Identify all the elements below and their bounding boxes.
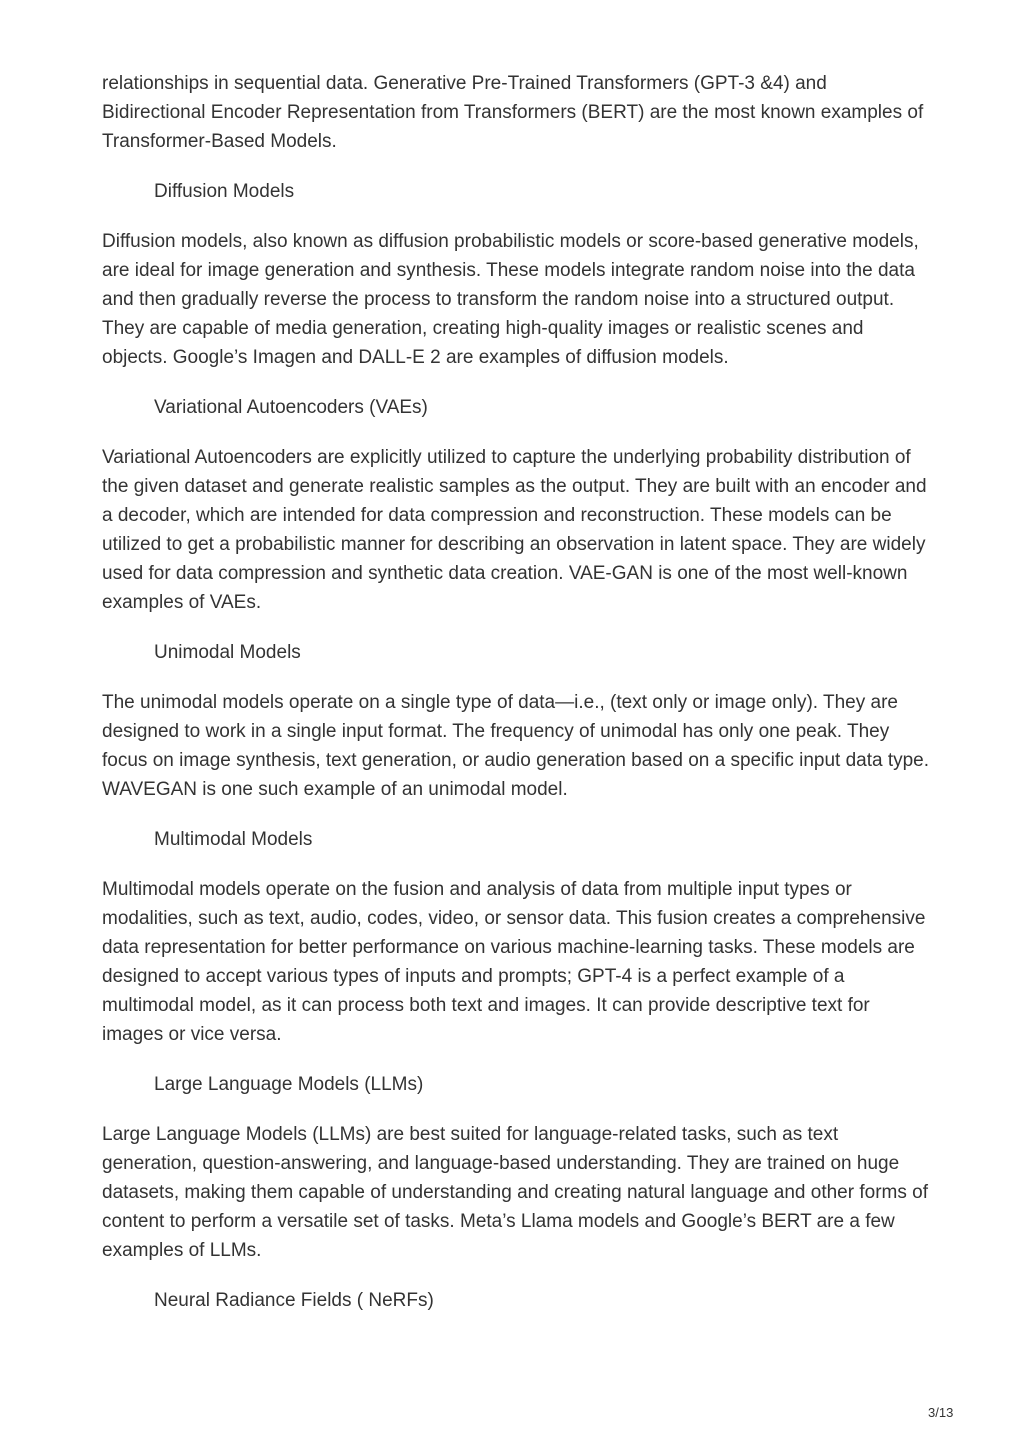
paragraph-unimodal-models: The unimodal models operate on a single type of data—i.e., (text only or image only). They are designed to work in a single input format. The frequency of unimodal has only one peak. They focus on image synthesis, text generation, or audio generation based on a specific input data type. WAVEGAN is one such example of an unimodal model.: [102, 692, 930, 800]
heading-multimodal-models: Multimodal Models: [154, 829, 313, 850]
intro-paragraph: relationships in sequential data. Generative Pre-Trained Transformers (GPT-3 &4) and Bidirectional Encoder Representation from Transformers (BERT) are the most known examples of Transformer-Based Models.: [102, 73, 924, 152]
heading-unimodal-models: Unimodal Models: [154, 642, 301, 663]
paragraph-multimodal-models: Multimodal models operate on the fusion and analysis of data from multiple input types or modalities, such as text, audio, codes, video, or sensor data. This fusion creates a comprehensive data representation for better performance on various machine-learning tasks. These models are designed to accept various types of inputs and prompts; GPT-4 is a perfect example of a multimodal model, as it can process both text and images. It can provide descriptive text for images or vice versa.: [102, 879, 926, 1045]
heading-vaes: Variational Autoencoders (VAEs): [154, 397, 428, 418]
heading-diffusion-models: Diffusion Models: [154, 181, 295, 202]
paragraph-llms: Large Language Models (LLMs) are best suited for language-related tasks, such as text generation, question-answering, and language-based understanding. They are trained on huge datasets, making them capable of understanding and creating natural language and other forms of content to perform a versatile set of tasks. Meta’s Llama models and Google’s BERT are a few examples of LLMs.: [102, 1124, 928, 1261]
page-number: 3/13: [928, 1405, 954, 1420]
heading-llms: Large Language Models (LLMs): [154, 1074, 424, 1095]
document-page: [102, 69, 932, 1336]
paragraph-vaes: Variational Autoencoders are explicitly utilized to capture the underlying probability distribution of the given dataset and generate realistic samples as the output. They are built with an encoder and a decoder, which are intended for data compression and reconstruction. These models can be utilized to get a probabilistic manner for describing an observation in latent space. They are widely used for data compression and synthetic data creation. VAE-GAN is one of the most well-known examples of VAEs.: [102, 447, 927, 613]
heading-nerfs: Neural Radiance Fields ( NeRFs): [154, 1290, 434, 1311]
paragraph-diffusion-models: Diffusion models, also known as diffusion probabilistic models or score-based generative models, are ideal for image generation and synthesis. These models integrate random noise into the data and then gradually reverse the process to transform the random noise into a structured output. They are capable of media generation, creating high-quality images or realistic scenes and objects. Google’s Imagen and DALL-E 2 are examples of diffusion models.: [102, 231, 919, 368]
